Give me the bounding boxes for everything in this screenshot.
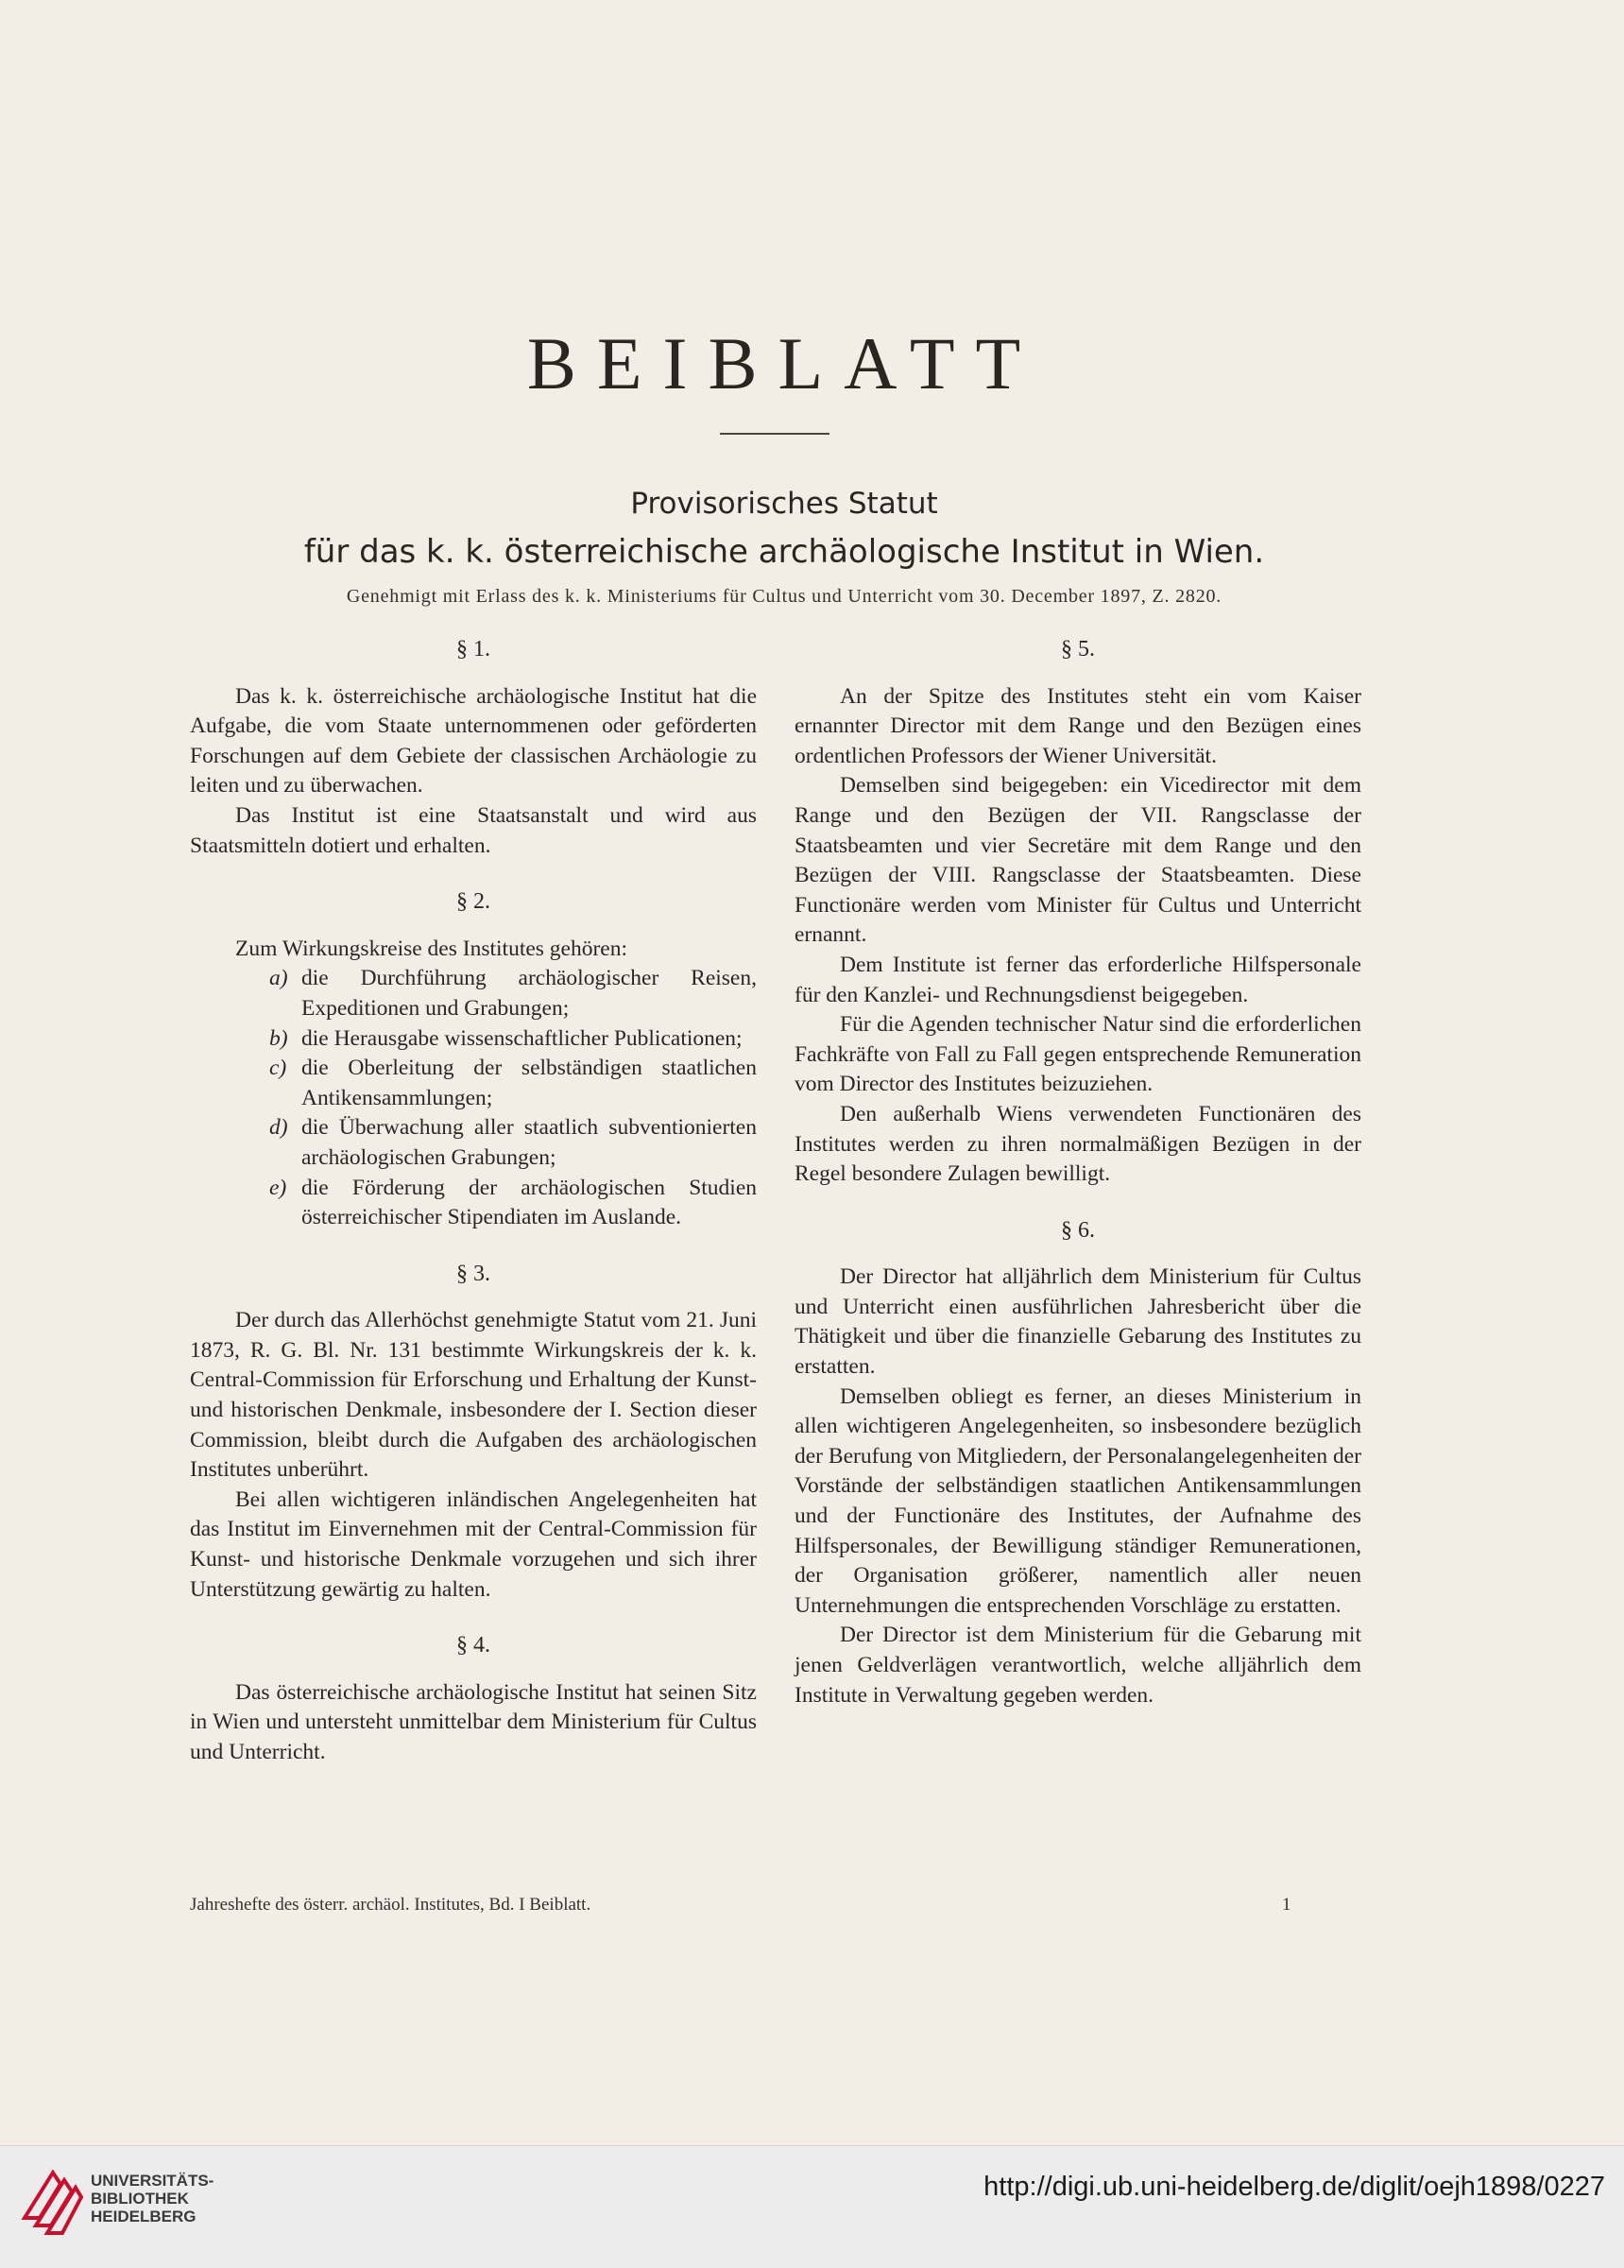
list-item xyxy=(190,1174,757,1233)
list-marker: c) xyxy=(269,1056,287,1081)
list-item-text: die Durchführung archäologischer Reisen, Expeditionen und Grabungen; xyxy=(301,966,757,1021)
title-divider xyxy=(720,433,829,435)
source-url-link[interactable]: http://digi.ub.uni-heidelberg.de/diglit/oejh1898/0227 xyxy=(983,2172,1605,2202)
section-heading: § 6. xyxy=(1061,1217,1095,1243)
paragraph: Den außerhalb Wiens verwendeten Functionären des Institutes werden zu ihren normalmäßigen Bezügen in der Regel besondere Zulagen bewilligt. xyxy=(795,1101,1361,1187)
library-footer-bar xyxy=(0,2145,1624,2268)
right-column xyxy=(795,635,1361,1710)
page-title: BEIBLATT xyxy=(526,322,1042,404)
list-item-text: die Herausgabe wissenschaftlicher Publicationen; xyxy=(301,1025,743,1051)
paragraph: Der Director ist dem Ministerium für die Gebarung mit jenen Geldverlägen verantwortlich, welche alljährlich dem Institute in Verwaltung gegeben werden. xyxy=(795,1623,1361,1708)
list-item-text: die Förderung der archäologischen Studien österreichischer Stipendiaten im Auslande. xyxy=(301,1175,757,1230)
paragraph: Für die Agenden technischer Natur sind die erforderlichen Fachkräfte von Fall zu Fall gegen entsprechende Remuneration vom Director des Institutes beizuziehen. xyxy=(795,1012,1361,1097)
paragraph: Das Institut ist eine Staatsanstalt und wird aus Staatsmitteln dotiert und erhalten. xyxy=(190,802,757,858)
list-marker: b) xyxy=(269,1025,288,1051)
section-heading: § 3. xyxy=(456,1261,490,1286)
list-marker: e) xyxy=(269,1175,287,1200)
journal-reference: Jahreshefte des österr. archäol. Institutes, Bd. I Beiblatt. xyxy=(190,1895,591,1915)
paragraph: Bei allen wichtigeren inländischen Angelegenheiten hat das Institut im Einvernehmen mit der Central-Commission für Kunst- und historische Denkmale vorzugehen und sich ihrer Unterstützung gewärtig zu halten. xyxy=(190,1486,757,1602)
list-item xyxy=(190,1113,757,1173)
library-logo-icon[interactable] xyxy=(15,2159,91,2239)
list-marker: a) xyxy=(269,966,288,991)
paragraph: Zum Wirkungskreise des Institutes gehören: xyxy=(235,936,628,961)
paragraph: Demselben obliegt es ferner, an dieses Ministerium in allen wichtigeren Angelegenheiten, so insbesondere bezüglich der Berufung von Mitgliedern, der Personalangelegenheiten der Vorstände der selbständigen staatlichen Antikensammlungen und der Functionäre des Institutes, der Aufnahme des Hilfspersonales, der Bewilligung ständiger Remunerationen, der Organisation größerer, namentlich aller neuen Unternehmungen die entsprechenden Vorschläge zu erstatten. xyxy=(795,1383,1361,1618)
library-name-line: BIBLIOTHEK xyxy=(91,2190,189,2208)
statute-title: Provisorisches Statut xyxy=(630,487,938,521)
paragraph: An der Spitze des Institutes steht ein vom Kaiser ernannter Director mit dem Range und den Bezügen eines ordentlichen Professors der Wiener Universität. xyxy=(795,683,1361,768)
list-item-text: die Überwachung aller staatlich subventionierten archäologischen Grabungen; xyxy=(301,1115,757,1170)
library-name-line: HEIDELBERG xyxy=(91,2208,197,2225)
page-number: 1 xyxy=(1282,1895,1291,1915)
paragraph: Der Director hat alljährlich dem Ministerium für Cultus und Unterricht einen ausführlichen Jahresbericht über die Thätigkeit und über die finanzielle Gebarung des Institutes zu erstatten. xyxy=(795,1264,1361,1380)
list-item-text: die Oberleitung der selbständigen staatlichen Antikensammlungen; xyxy=(301,1056,757,1110)
list-item xyxy=(190,964,757,1023)
library-name[interactable] xyxy=(91,2172,214,2225)
list-marker: d) xyxy=(269,1115,288,1141)
paragraph: Das österreichische archäologische Institut hat seinen Sitz in Wien und untersteht unmittelbar dem Ministerium für Cultus und Unterricht. xyxy=(190,1679,757,1764)
paragraph: Demselben sind beigegeben: ein Vicedirector mit dem Range und den Bezügen der VII. Rangsclasse der Staatsbeamten und vier Secretäre mit dem Range und den Bezügen der VIII. Rangsclasse der Staatsbeamten. Diese Functionäre werden vom Minister für Cultus und Unterricht ernannt. xyxy=(795,773,1361,948)
paragraph: Der durch das Allerhöchst genehmigte Statut vom 21. Juni 1873, R. G. Bl. Nr. 131 bestimmte Wirkungskreis der k. k. Central-Commission für Erforschung und Erhaltung der Kunst- und historischen Denkmale, insbesondere der I. Section dieser Commission, bleibt durch die Aufgaben des archäologischen Institutes unberührt. xyxy=(190,1308,757,1483)
list-item xyxy=(190,1054,757,1113)
list-item xyxy=(190,1024,757,1055)
section-heading: § 2. xyxy=(456,889,490,915)
left-column xyxy=(190,635,757,1768)
statute-subtitle: für das k. k. österreichische archäologische Institut in Wien. xyxy=(303,533,1265,571)
section-heading: § 1. xyxy=(456,637,490,662)
section-heading: § 4. xyxy=(456,1633,490,1658)
paragraph: Das k. k. österreichische archäologische Institut hat die Aufgabe, die vom Staate unternommenen oder geförderten Forschungen auf dem Gebiete der classischen Archäologie zu leiten und zu überwachen. xyxy=(190,683,757,799)
duties-list xyxy=(190,964,757,1232)
section-heading: § 5. xyxy=(1061,637,1095,662)
library-name-line: UNIVERSITÄTS- xyxy=(91,2172,214,2190)
paragraph: Dem Institute ist ferner das erforderliche Hilfspersonale für den Kanzlei- und Rechnungsdienst beigegeben. xyxy=(795,952,1361,1007)
approval-note: Genehmigt mit Erlass des k. k. Ministeriums für Cultus und Unterricht vom 30. December 1897, Z. 2820. xyxy=(346,586,1222,607)
